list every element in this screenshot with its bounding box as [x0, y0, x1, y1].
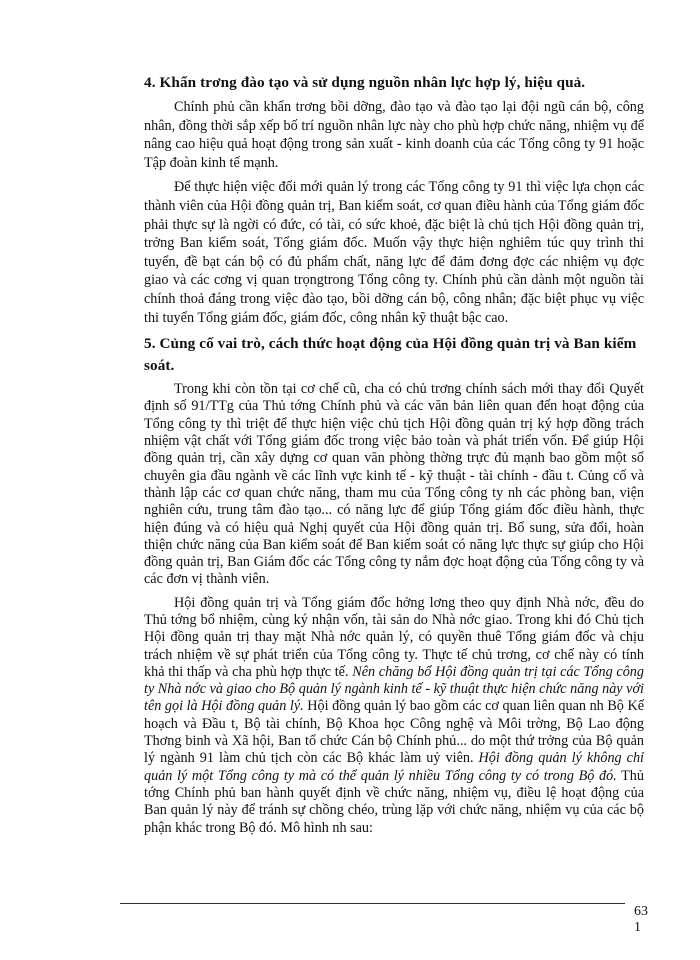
page-number — [634, 904, 648, 936]
paragraph-text-run: Hội đồng quản lý bao gồm các cơ quan liên quan nh Bộ Kế hoạch và Đầu t, Bộ tài chính, Bộ Khoa học Công nghệ và Môi trờng, Bộ Lao động Thơng binh và Xã hội, Ban tổ chức Cán bộ Chính phủ... do một thứ trởng của Bộ quản lý ngành 91 làm chủ tịch còn các Bộ khác làm uỷ viên. — [144, 698, 644, 767]
page-number-sub: 1 — [634, 920, 641, 935]
section-5-heading: 5. Củng cố vai trò, cách thức hoạt động của Hội đồng quản trị và Ban kiểm soát. — [144, 335, 637, 375]
paragraph-text-run: Thủ tớng Chính phủ ban hành quyết định về chức năng, nhiệm vụ, điều lệ hoạt động của Ban quản lý này để tránh sự chồng chéo, trùng lặp với chức năng, nhiệm vụ của các bộ phận khác trong Bộ đó. Mô hình nh sau: — [144, 767, 644, 836]
section-4-paragraph-2: Để thực hiện việc đổi mới quản lý trong các Tổng công ty 91 thì việc lựa chọn các thành viên của Hội đồng quản trị, Ban kiểm soát, cơ quan điều hành của Tổng giám đốc phải thực sự là ngời có đức, có tài, có sức khoẻ, đặc biệt là chủ tịch Hội đồng quản trị, trởng Ban kiểm soát, Tổng giám đốc. Muốn vậy thực hiện nghiêm túc quy trình thi tuyển, đề bạt cán bộ có đủ phẩm chất, năng lực để đảm đơng đợc các nhiệm vụ đợc giao và các cơng vị quan trọngtrong Tổng công ty. Chính phủ cần dành một nguồn tài chính thoả đáng trong việc đào tạo, bồi dỡng cán bộ, công nhân; đặc biệt phục vụ việc thi tuyển Tổng giám đốc, giám đốc, công nhân kỹ thuật bậc cao. — [144, 179, 644, 326]
section-5-paragraph-1: Trong khi còn tồn tại cơ chế cũ, cha có chủ trơng chính sách mới thay đổi Quyết định số 91/TTg của Thủ tớng Chính phủ và các văn bản liên quan đến hoạt động của Tổng công ty thì triệt để thực hiện việc chủ tịch Hội đồng quản trị ký hợp đồng trách nhiệm vật chất với Tổng giám đốc trong việc bảo toàn và phát triển vốn. Để giúp Hội đồng quản trị, cần xây dựng cơ quan văn phòng thờng trực đủ mạnh bao gồm một số chuyên gia đầu ngành về các lĩnh vực kinh tế - kỹ thuật - tài chính - đầu t. Củng cố và thành lập các cơ quan chức năng, tham mu của Tổng công ty nh các phòng ban, viện nghiên cứu, trung tâm đào tạo... có năng lực để giúp Tổng giám đốc điều hành, thực hiện đúng và có hiệu quả Nghị quyết của Hội đồng quản trị. Bổ sung, sửa đổi, hoàn thiện chức năng của Ban kiểm soát để Ban kiểm soát có năng lực thực sự giúp cho Hội đồng quản trị, Ban Giám đốc các Tổng công ty nắm đợc hoạt động của Tổng công ty và các đơn vị thành viên. — [144, 381, 644, 588]
page-content — [144, 72, 644, 843]
italic-proposal-text: Hội đồng quản lý không chỉ quản lý một Tổng công ty mà có thể quản lý nhiều Tổng công ty có trong Bộ đó. — [144, 750, 644, 784]
footer-divider — [120, 903, 625, 904]
paragraph-text-run: Hội đồng quản trị và Tổng giám đốc hởng lơng theo quy định Nhà nớc, đều do Thủ tớng bổ nhiệm, cùng ký nhận vốn, tài sản do Nhà nớc giao. Trong khi đó Chủ tịch Hội đồng quản trị thay mặt Nhà nớc quản lý, có quyền thuê Tổng giám đốc và chịu trách nhiệm về sự phát triển của Tổng công ty. Thực tế chủ trơng, cơ chế này có tính khả thi thấp và cha phù hợp thực tế. — [144, 594, 644, 680]
section-5-paragraph-2 — [144, 595, 644, 837]
italic-proposal-text: Nên chăng bổ Hội đồng quản trị tại các Tổng công ty Nhà nớc và giao cho Bộ quản lý ngành kinh tế - kỹ thuật thực hiện chức năng này với tên gọi là Hội đồng quản lý. — [144, 663, 644, 715]
section-4-heading: 4. Khẩn trơng đào tạo và sử dụng nguồn nhân lực hợp lý, hiệu quả. — [144, 74, 586, 91]
page-number-main: 63 — [634, 904, 648, 919]
section-4-paragraph-1: Chính phủ cần khẩn trơng bồi dỡng, đào tạo và đào tạo lại đội ngũ cán bộ, công nhân, đồng thời sắp xếp bố trí nguồn nhân lực này cho phù hợp chức năng, nhiệm vụ để nâng cao hiệu quả hoạt động trong sản xuất - kinh doanh của các Tổng công ty 91 hoặc Tập đoàn kinh tế mạnh. — [144, 99, 644, 171]
